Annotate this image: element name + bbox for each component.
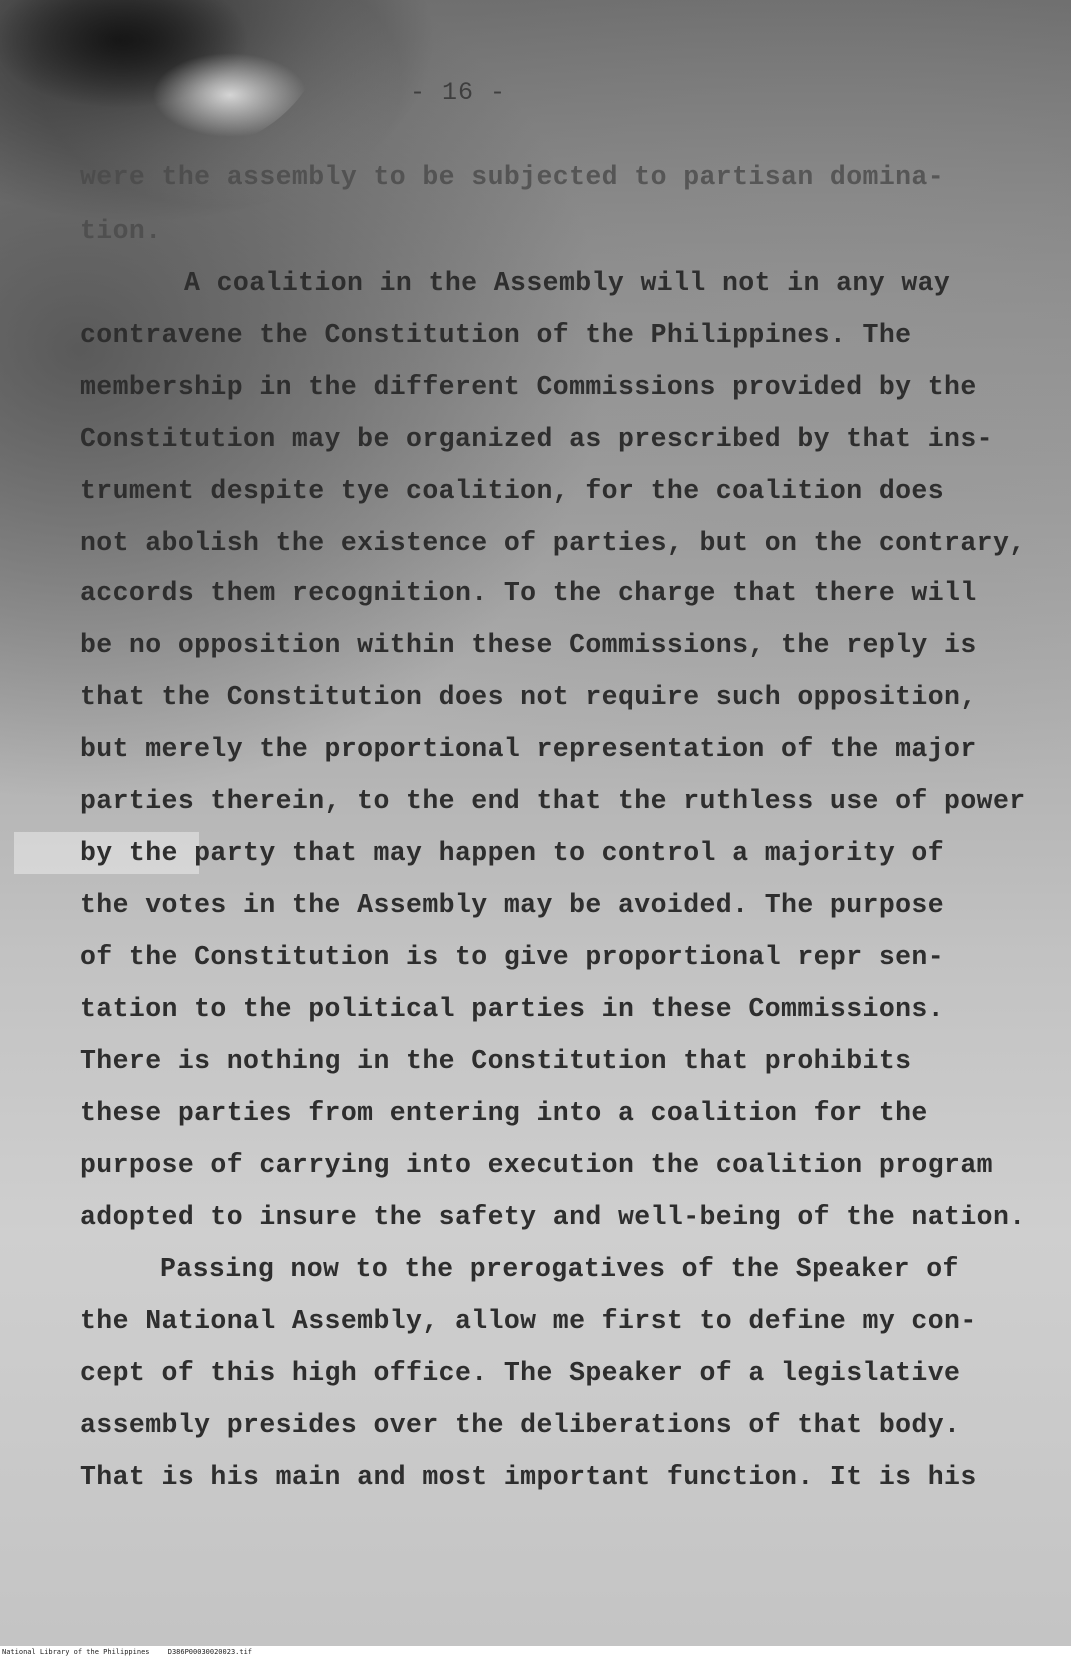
footer-file-id: D386P00030020023.tif	[167, 1648, 253, 1656]
text-line: the National Assembly, allow me first to define my con-	[80, 1306, 977, 1336]
scan-footer	[0, 1646, 1071, 1658]
text-line: cept of this high office. The Speaker of a legislative	[80, 1358, 961, 1388]
text-line: trument despite tye coalition, for the coalition does	[80, 476, 945, 506]
text-line: not abolish the existence of parties, but on the contrary,	[80, 528, 1026, 558]
text-line: by the party that may happen to control a majority of	[80, 838, 945, 868]
text-line: contravene the Constitution of the Philippines. The	[80, 320, 912, 350]
text-line: accords them recognition. To the charge that there will	[80, 578, 977, 608]
text-line: tion.	[80, 216, 162, 246]
text-line: these parties from entering into a coalition for the	[80, 1098, 928, 1128]
text-line: membership in the different Commissions provided by the	[80, 372, 977, 402]
text-line: There is nothing in the Constitution that prohibits	[80, 1046, 912, 1076]
text-line: the votes in the Assembly may be avoided. The purpose	[80, 890, 945, 920]
text-line: parties therein, to the end that the ruthless use of power	[80, 786, 1026, 816]
text-line: assembly presides over the deliberations of that body.	[80, 1410, 961, 1440]
text-line: Constitution may be organized as prescribed by that ins-	[80, 424, 993, 454]
text-line: be no opposition within these Commissions, the reply is	[80, 630, 977, 660]
page-number: - 16 -	[410, 78, 507, 107]
text-line: That is his main and most important function. It is his	[80, 1462, 977, 1492]
text-line: but merely the proportional representation of the major	[80, 734, 977, 764]
text-line: Passing now to the prerogatives of the Speaker of	[160, 1254, 959, 1284]
text-line: purpose of carrying into execution the coalition program	[80, 1150, 993, 1180]
text-line: tation to the political parties in these Commissions.	[80, 994, 945, 1024]
text-line: A coalition in the Assembly will not in any way	[184, 268, 951, 298]
text-line: of the Constitution is to give proportional repr sen-	[80, 942, 945, 972]
text-line: were the assembly to be subjected to partisan domina-	[80, 162, 945, 192]
footer-library: National Library of the Philippines	[2, 1648, 150, 1656]
photo-fragment	[0, 0, 330, 150]
text-line: that the Constitution does not require such opposition,	[80, 682, 977, 712]
text-line: adopted to insure the safety and well-being of the nation.	[80, 1202, 1026, 1232]
